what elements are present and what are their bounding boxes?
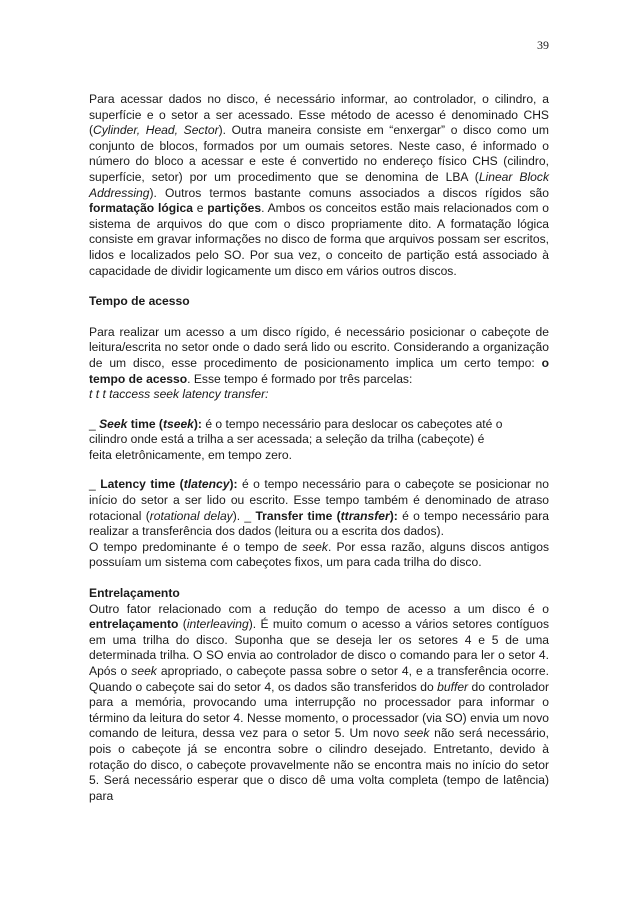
- access-time-formula: t t t taccess seek latency transfer:: [89, 387, 269, 402]
- page-body: [89, 92, 549, 804]
- section-heading-access-time: Tempo de acesso: [89, 294, 190, 309]
- paragraph-access-time-intro: Para realizar um acesso a um disco rígido, é necessário posicionar o cabeçote de leitura/escrita no setor onde o dado será lido ou escrito. Considerando a organização de um disco, esse procedimento de posicionamento implica um certo tempo: o tempo de acesso. Esse tempo é formado por três parcelas: t t t taccess seek latency transfer:: [89, 324, 549, 402]
- page-number: 39: [537, 38, 549, 52]
- section-heading-interleaving: Entrelaçamento: [89, 586, 180, 601]
- paragraph-interleaving: Outro fator relacionado com a redução do tempo de acesso a um disco é o entrelaçamento (interleaving). É muito comum o acesso a vários setores contíguos em uma trilha do disco. Suponha que se deseja ler os setores 4 e 5 de uma determinada trilha. O SO envia ao controlador de disco o comando para ler o setor 4. Após o seek apropriado, o cabeçote passa sobre o setor 4, e a transferência ocorre. Quando o cabeçote sai do setor 4, os dados são transferidos do buffer do controlador para a memória, provocando uma interrupção no processador para informar o término da leitura do setor 4. Nesse momento, o processador (via SO) envia um novo comando de leitura, dessa vez para o setor 5. Um novo seek não será necessário, pois o cabeçote já se encontra sobre o cilindro desejado. Entretanto, devido à rotação do disco, o cabeçote provavelmente não se encontra mais no início do setor 5. Será necessário esperar que o disco dê uma volta completa (tempo de latência) para: [89, 601, 550, 803]
- paragraph-latency-transfer-time: _ Latency time (tlatency): é o tempo necessário para o cabeçote se posicionar no início do setor a ser lido ou escrito. Esse tempo também é denominado de atraso rotacional (rotational delay). _ Transfer time (ttransfer): é o tempo necessário para realizar a transferência dos dados (leitura ou a escrita dos dados).: [89, 477, 550, 539]
- paragraph-seek-time: _ Seek time (tseek): é o tempo necessário para deslocar os cabeçotes até o cilindro onde está a trilha a ser acessada; a seleção da trilha (cabeçote) é feita eletrônicamente, em tempo zero.: [89, 416, 503, 462]
- paragraph-disk-addressing: Para acessar dados no disco, é necessário informar, ao controlador, o cilindro, a superfície e o setor a ser acessado. Esse método de acesso é denominado CHS (Cylinder, Head, Sector). Outra maneira consiste em “enxergar” o disco como um conjunto de blocos, formados por um oumais setores. Neste caso, é informado o número do bloco a acessar e este é convertido no endereço físico CHS (cilindro, superfície, setor) por um procedimento que se denomina de LBA (Linear Block Addressing). Outros termos bastante comuns associados a discos rígidos são formatação lógica e partições. Ambos os conceitos estão mais relacionados com o sistema de arquivos do que com o disco propriamente dito. A formatação lógica consiste em gravar informações no disco de forma que arquivos possam ser escritos, lidos e localizados pelo SO. Por sua vez, o conceito de partição está associado à capacidade de dividir logicamente um disco em vários outros discos.: [89, 92, 549, 278]
- paragraph-predominant-time: O tempo predominante é o tempo de seek. Por essa razão, alguns discos antigos possuíam um sistema com cabeçotes fixos, um para cada trilha do disco.: [89, 539, 549, 570]
